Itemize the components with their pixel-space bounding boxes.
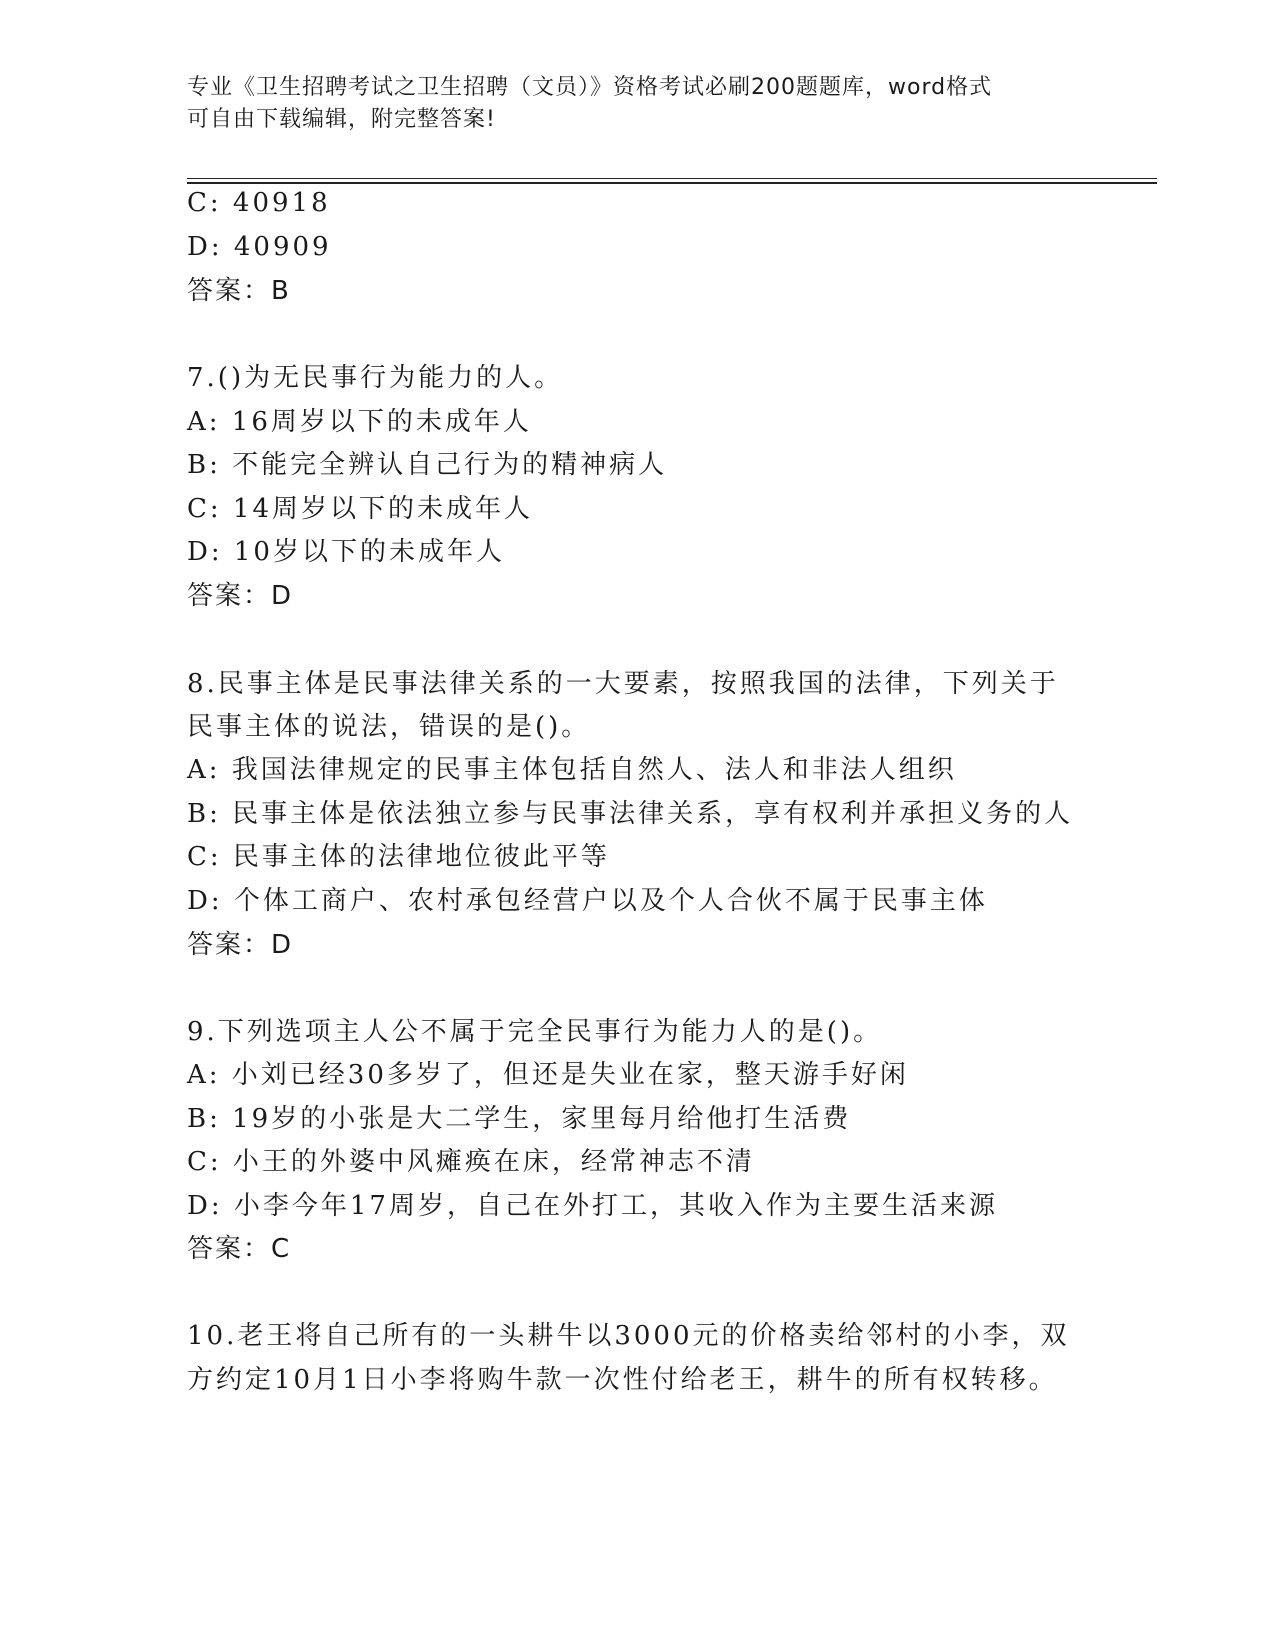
header-title-line1: 专业《卫生招聘考试之卫生招聘（文员）》资格考试必刷200题题库，word格式 <box>187 75 993 100</box>
option-a: A: 我国法律规定的民事主体包括自然人、法人和非法人组织 <box>187 755 957 785</box>
option-c: C: 14周岁以下的未成年人 <box>187 494 534 524</box>
option-d: D: 10岁以下的未成年人 <box>187 537 505 567</box>
option-c: C: 民事主体的法律地位彼此平等 <box>187 842 610 872</box>
header-title-line2: 可自由下载编辑，附完整答案! <box>187 107 496 132</box>
option-a: A: 16周岁以下的未成年人 <box>187 407 532 437</box>
answer-label: 答案：B <box>187 276 291 306</box>
question-7: 7.()为无民事行为能力的人。 <box>187 363 564 393</box>
header-divider-thin <box>187 178 1157 179</box>
question-9: 9.下列选项主人公不属于完全民事行为能力人的是()。 <box>187 1017 883 1047</box>
answer-label: 答案：D <box>187 930 294 960</box>
question-10-line2: 方约定10月1日小李将购牛款一次性付给老王，耕牛的所有权转移。 <box>187 1365 1058 1395</box>
option-b: B: 民事主体是依法独立参与民事法律关系，享有权利并承担义务的人 <box>187 799 1074 829</box>
option-d: D: 个体工商户、农村承包经营户以及个人合伙不属于民事主体 <box>187 886 988 916</box>
option-d: D: 40909 <box>187 232 332 262</box>
question-10-line1: 10.老王将自己所有的一头耕牛以3000元的价格卖给邻村的小李，双 <box>187 1321 1070 1351</box>
answer-label: 答案：C <box>187 1234 292 1264</box>
answer-label: 答案：D <box>187 581 294 611</box>
option-c: C: 40918 <box>187 188 331 218</box>
option-a: A: 小刘已经30多岁了，但还是失业在家，整天游手好闲 <box>187 1060 909 1090</box>
header-divider-thick <box>187 182 1157 184</box>
option-d: D: 小李今年17周岁，自己在外打工，其收入作为主要生活来源 <box>187 1191 998 1221</box>
option-b: B: 不能完全辨认自己行为的精神病人 <box>187 450 668 480</box>
page-header <box>187 72 1087 136</box>
question-8-line1: 8.民事主体是民事法律关系的一大要素，按照我国的法律，下列关于 <box>187 669 1059 699</box>
question-8-line2: 民事主体的说法，错误的是()。 <box>187 712 591 742</box>
option-b: B: 19岁的小张是大二学生，家里每月给他打生活费 <box>187 1104 852 1134</box>
option-c: C: 小王的外婆中风瘫痪在床，经常神志不清 <box>187 1147 755 1177</box>
